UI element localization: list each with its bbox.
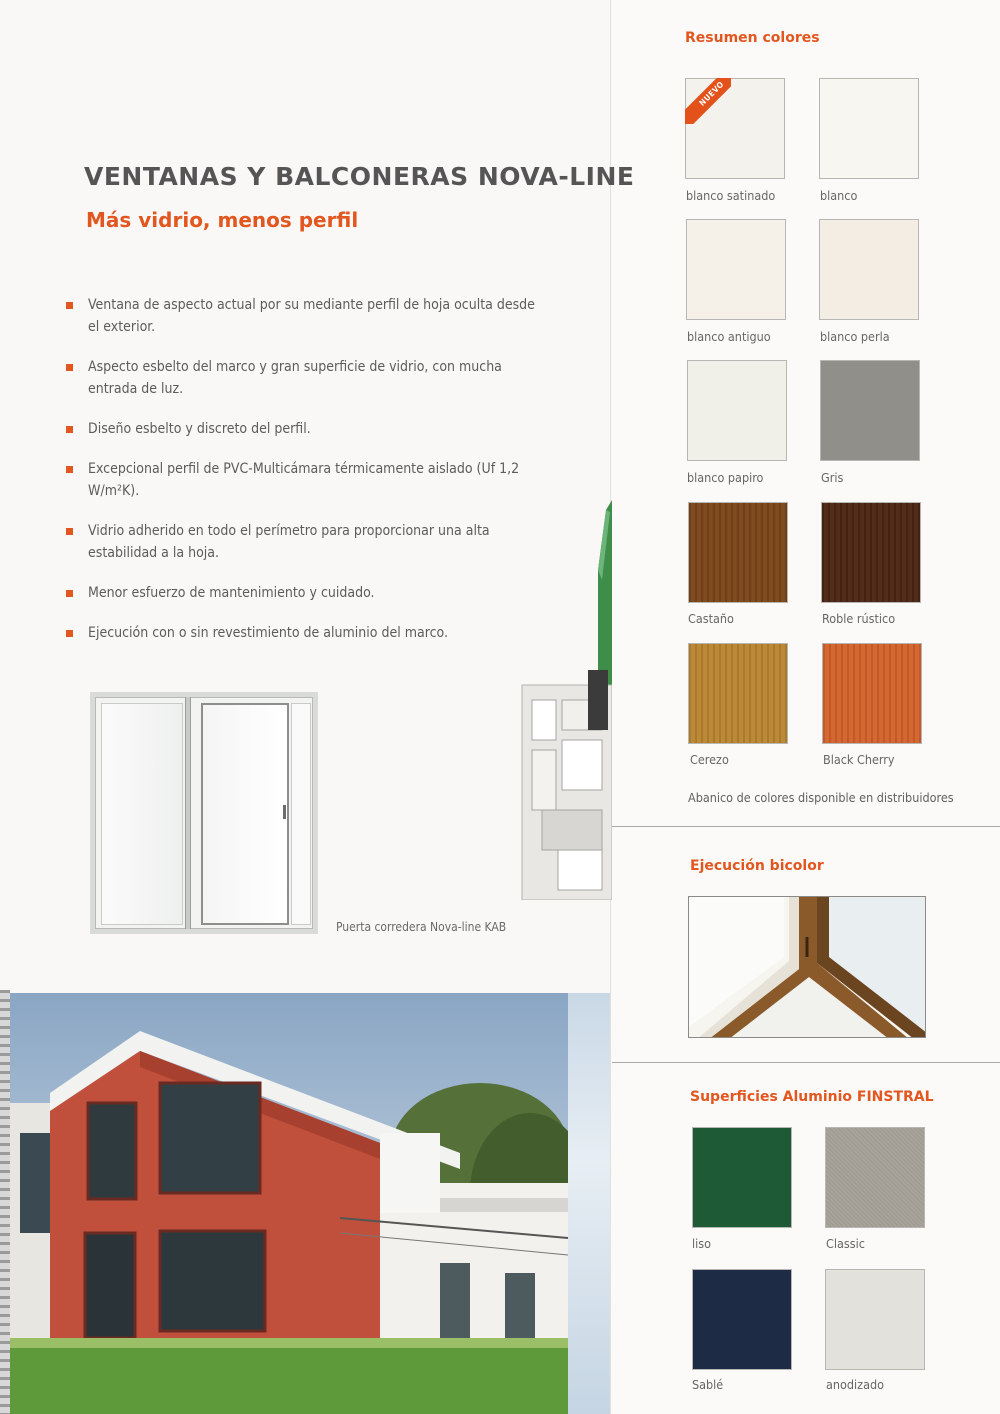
swatch-label: Black Cherry — [823, 752, 895, 767]
feature-list — [62, 294, 542, 662]
feature-item: Menor esfuerzo de mantenimiento y cuidado. — [62, 582, 542, 604]
door-handle-icon — [283, 805, 286, 819]
swatch-sable — [692, 1269, 792, 1370]
bullet-square-icon — [66, 302, 73, 309]
window-profile-image — [518, 500, 612, 900]
sliding-door-image — [90, 692, 318, 934]
swatch-black-cherry — [822, 643, 922, 744]
swatch-blanco — [819, 78, 919, 179]
colors-heading: Resumen colores — [685, 30, 820, 46]
swatch-label: Castaño — [688, 611, 734, 626]
door-caption: Puerta corredera Nova-line KAB — [336, 920, 507, 934]
aluminio-heading: Superficies Aluminio FINSTRAL — [690, 1089, 934, 1105]
house-photo — [10, 993, 568, 1414]
feature-item: Vidrio adherido en todo el perímetro para proporcionar una alta estabilidad a la hoja. — [62, 520, 542, 564]
swatch-anodizado — [825, 1269, 925, 1370]
bullet-square-icon — [66, 528, 73, 535]
swatch-roble-rustico — [821, 502, 921, 603]
swatch-label: Cerezo — [690, 752, 729, 767]
bicolor-window-image — [688, 896, 926, 1038]
binding-edge — [0, 990, 10, 1414]
swatch-label: Roble rústico — [822, 611, 896, 626]
feature-item: Ventana de aspecto actual por su mediante perfil de hoja oculta desde el exterior. — [62, 294, 542, 338]
page-subtitle: Más vidrio, menos perfil — [86, 208, 359, 232]
swatch-label: blanco perla — [820, 329, 890, 344]
colors-note: Abanico de colores disponible en distribuidores — [688, 790, 954, 805]
decorative-strip — [568, 993, 610, 1414]
bullet-square-icon — [66, 426, 73, 433]
swatch-label: Sablé — [692, 1377, 724, 1392]
swatch-label: blanco satinado — [686, 188, 776, 203]
swatch-gris — [820, 360, 920, 461]
swatch-label: Classic — [826, 1236, 865, 1251]
feature-item: Aspecto esbelto del marco y gran superficie de vidrio, con mucha entrada de luz. — [62, 356, 542, 400]
swatch-label: blanco papiro — [687, 470, 764, 485]
bullet-square-icon — [66, 630, 73, 637]
section-divider — [612, 1062, 1000, 1063]
bicolor-heading: Ejecución bicolor — [690, 858, 824, 874]
bullet-square-icon — [66, 590, 73, 597]
new-badge: NUEVO — [685, 78, 731, 124]
feature-item: Diseño esbelto y discreto del perfil. — [62, 418, 542, 440]
page-title: VENTANAS Y BALCONERAS NOVA-LINE — [84, 162, 635, 191]
swatch-label: liso — [692, 1236, 711, 1251]
swatch-label: blanco antiguo — [687, 329, 771, 344]
swatch-blanco-antiguo — [686, 219, 786, 320]
bullet-square-icon — [66, 364, 73, 371]
swatch-label: blanco — [820, 188, 858, 203]
section-divider — [612, 826, 1000, 827]
feature-item: Excepcional perfil de PVC-Multicámara térmicamente aislado (Uf 1,2 W/m²K). — [62, 458, 542, 502]
feature-item: Ejecución con o sin revestimiento de aluminio del marco. — [62, 622, 542, 644]
swatch-label: Gris — [821, 470, 844, 485]
swatch-blanco-perla — [819, 219, 919, 320]
swatch-liso — [692, 1127, 792, 1228]
right-column — [610, 0, 1000, 1414]
swatch-classic — [825, 1127, 925, 1228]
bullet-square-icon — [66, 466, 73, 473]
swatch-castano — [688, 502, 788, 603]
swatch-label: anodizado — [826, 1377, 884, 1392]
swatch-blanco-papiro — [687, 360, 787, 461]
swatch-cerezo — [688, 643, 788, 744]
